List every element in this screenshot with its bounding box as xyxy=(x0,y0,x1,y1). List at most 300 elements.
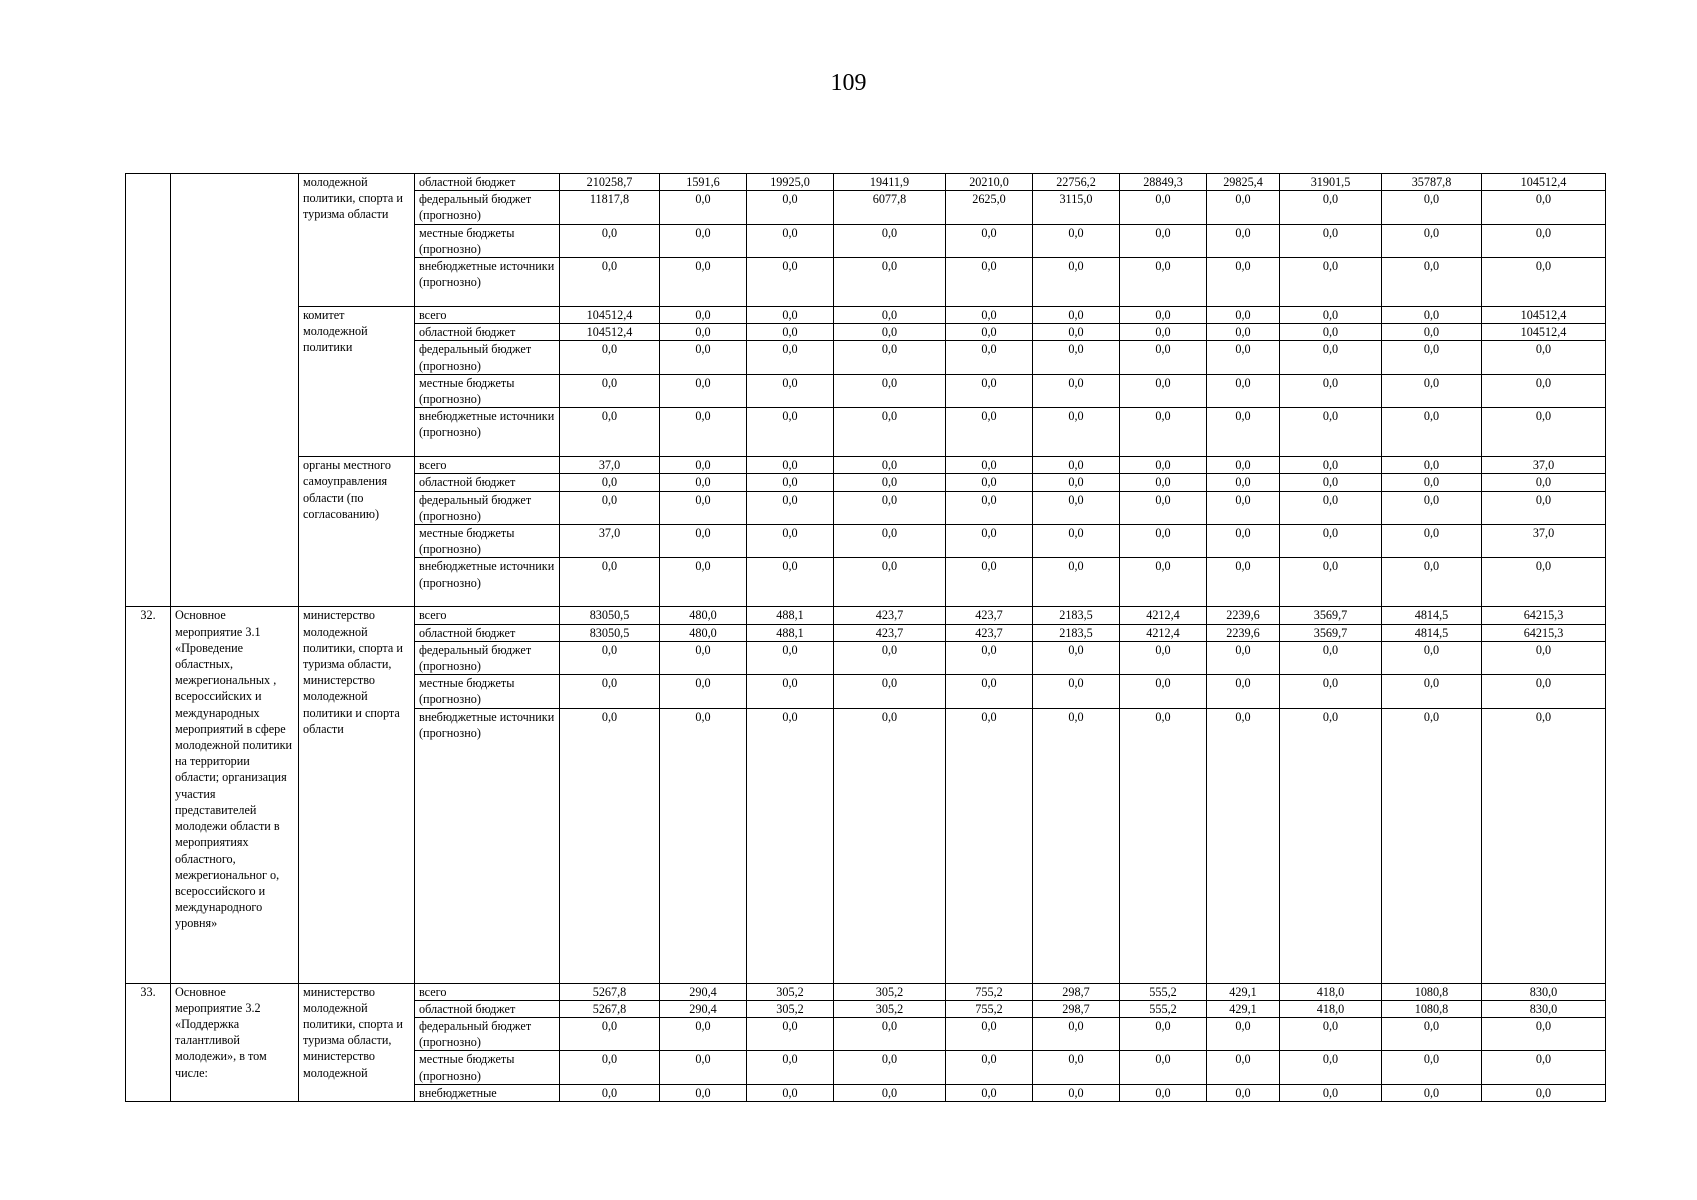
funding-source: федеральный бюджет (прогнозно) xyxy=(415,191,560,224)
value-year-7: 0,0 xyxy=(1207,1084,1280,1101)
value-total: 37,0 xyxy=(560,457,660,474)
table-row xyxy=(126,457,1606,474)
funding-source: федеральный бюджет (прогнозно) xyxy=(415,1018,560,1051)
value-year-7: 0,0 xyxy=(1207,224,1280,257)
value-year-10: 104512,4 xyxy=(1482,324,1606,341)
value-year-5: 22756,2 xyxy=(1033,174,1120,191)
value-year-2: 0,0 xyxy=(747,408,834,457)
value-year-9: 0,0 xyxy=(1382,374,1482,407)
value-year-10: 0,0 xyxy=(1482,558,1606,607)
value-year-3: 0,0 xyxy=(834,408,946,457)
value-total: 5267,8 xyxy=(560,983,660,1000)
value-year-9: 4814,5 xyxy=(1382,624,1482,641)
value-year-1: 480,0 xyxy=(660,607,747,624)
value-year-9: 0,0 xyxy=(1382,1084,1482,1101)
value-year-7: 429,1 xyxy=(1207,983,1280,1000)
value-year-9: 0,0 xyxy=(1382,491,1482,524)
funding-source: внебюджетные источники (прогнозно) xyxy=(415,408,560,457)
value-year-10: 0,0 xyxy=(1482,641,1606,674)
value-year-9: 0,0 xyxy=(1382,224,1482,257)
value-year-3: 6077,8 xyxy=(834,191,946,224)
value-total: 0,0 xyxy=(560,491,660,524)
value-year-5: 298,7 xyxy=(1033,1000,1120,1017)
value-year-3: 0,0 xyxy=(834,341,946,374)
value-year-5: 0,0 xyxy=(1033,641,1120,674)
value-year-4: 0,0 xyxy=(946,675,1033,708)
value-year-8: 0,0 xyxy=(1280,374,1382,407)
value-year-8: 0,0 xyxy=(1280,224,1382,257)
funding-source: областной бюджет xyxy=(415,474,560,491)
value-year-7: 0,0 xyxy=(1207,525,1280,558)
value-year-6: 28849,3 xyxy=(1120,174,1207,191)
value-year-8: 0,0 xyxy=(1280,525,1382,558)
value-year-1: 0,0 xyxy=(660,341,747,374)
value-total: 0,0 xyxy=(560,1018,660,1051)
value-year-2: 0,0 xyxy=(747,675,834,708)
value-year-1: 0,0 xyxy=(660,675,747,708)
value-total: 0,0 xyxy=(560,374,660,407)
value-year-2: 305,2 xyxy=(747,1000,834,1017)
value-year-10: 64215,3 xyxy=(1482,607,1606,624)
value-year-7: 0,0 xyxy=(1207,708,1280,983)
value-year-6: 0,0 xyxy=(1120,474,1207,491)
value-year-9: 0,0 xyxy=(1382,341,1482,374)
value-year-6: 0,0 xyxy=(1120,374,1207,407)
value-year-7: 0,0 xyxy=(1207,408,1280,457)
value-year-6: 0,0 xyxy=(1120,558,1207,607)
value-total: 104512,4 xyxy=(560,324,660,341)
value-year-9: 0,0 xyxy=(1382,641,1482,674)
value-total: 0,0 xyxy=(560,224,660,257)
value-year-1: 0,0 xyxy=(660,374,747,407)
value-year-10: 0,0 xyxy=(1482,191,1606,224)
value-year-3: 0,0 xyxy=(834,491,946,524)
value-year-3: 0,0 xyxy=(834,525,946,558)
funding-source: федеральный бюджет (прогнозно) xyxy=(415,341,560,374)
row-number: 32. xyxy=(126,607,171,983)
value-year-3: 305,2 xyxy=(834,1000,946,1017)
value-year-2: 0,0 xyxy=(747,1051,834,1084)
value-year-9: 0,0 xyxy=(1382,525,1482,558)
value-total: 0,0 xyxy=(560,675,660,708)
value-year-4: 0,0 xyxy=(946,374,1033,407)
value-year-8: 0,0 xyxy=(1280,1084,1382,1101)
value-total: 104512,4 xyxy=(560,307,660,324)
value-year-8: 0,0 xyxy=(1280,675,1382,708)
value-year-9: 0,0 xyxy=(1382,457,1482,474)
value-year-9: 0,0 xyxy=(1382,408,1482,457)
value-year-5: 3115,0 xyxy=(1033,191,1120,224)
value-year-1: 0,0 xyxy=(660,258,747,307)
funding-source: внебюджетные xyxy=(415,1084,560,1101)
value-year-5: 0,0 xyxy=(1033,525,1120,558)
event-name xyxy=(171,174,299,607)
value-year-6: 0,0 xyxy=(1120,1018,1207,1051)
value-year-7: 0,0 xyxy=(1207,1018,1280,1051)
value-year-3: 423,7 xyxy=(834,624,946,641)
value-year-6: 0,0 xyxy=(1120,1051,1207,1084)
value-total: 0,0 xyxy=(560,341,660,374)
value-total: 0,0 xyxy=(560,641,660,674)
value-year-4: 0,0 xyxy=(946,224,1033,257)
value-year-7: 0,0 xyxy=(1207,457,1280,474)
table-row xyxy=(126,983,1606,1000)
value-year-4: 0,0 xyxy=(946,491,1033,524)
value-year-4: 0,0 xyxy=(946,1051,1033,1084)
value-year-10: 0,0 xyxy=(1482,491,1606,524)
value-year-1: 0,0 xyxy=(660,1051,747,1084)
value-year-4: 0,0 xyxy=(946,1084,1033,1101)
value-year-5: 0,0 xyxy=(1033,1084,1120,1101)
value-year-2: 0,0 xyxy=(747,191,834,224)
value-year-8: 0,0 xyxy=(1280,457,1382,474)
page-number: 109 xyxy=(830,70,867,96)
value-year-6: 0,0 xyxy=(1120,408,1207,457)
value-total: 210258,7 xyxy=(560,174,660,191)
value-year-7: 429,1 xyxy=(1207,1000,1280,1017)
funding-source: внебюджетные источники (прогнозно) xyxy=(415,558,560,607)
value-year-4: 20210,0 xyxy=(946,174,1033,191)
funding-source: федеральный бюджет (прогнозно) xyxy=(415,641,560,674)
value-year-6: 555,2 xyxy=(1120,1000,1207,1017)
value-year-3: 305,2 xyxy=(834,983,946,1000)
value-year-2: 305,2 xyxy=(747,983,834,1000)
value-year-8: 0,0 xyxy=(1280,307,1382,324)
value-year-10: 0,0 xyxy=(1482,224,1606,257)
value-year-4: 0,0 xyxy=(946,525,1033,558)
value-year-7: 0,0 xyxy=(1207,374,1280,407)
value-year-3: 0,0 xyxy=(834,224,946,257)
value-year-10: 0,0 xyxy=(1482,708,1606,983)
value-year-2: 488,1 xyxy=(747,607,834,624)
funding-source: внебюджетные источники (прогнозно) xyxy=(415,708,560,983)
value-year-6: 0,0 xyxy=(1120,341,1207,374)
value-year-2: 0,0 xyxy=(747,224,834,257)
value-year-1: 0,0 xyxy=(660,491,747,524)
value-year-8: 0,0 xyxy=(1280,408,1382,457)
value-year-2: 488,1 xyxy=(747,624,834,641)
value-year-3: 0,0 xyxy=(834,641,946,674)
table-row xyxy=(126,174,1606,191)
value-year-7: 0,0 xyxy=(1207,491,1280,524)
value-year-6: 0,0 xyxy=(1120,708,1207,983)
value-year-7: 0,0 xyxy=(1207,558,1280,607)
value-year-1: 0,0 xyxy=(660,224,747,257)
value-year-6: 4212,4 xyxy=(1120,624,1207,641)
value-year-5: 0,0 xyxy=(1033,474,1120,491)
value-year-9: 1080,8 xyxy=(1382,983,1482,1000)
value-year-1: 0,0 xyxy=(660,457,747,474)
value-year-1: 480,0 xyxy=(660,624,747,641)
value-year-1: 0,0 xyxy=(660,191,747,224)
value-year-1: 0,0 xyxy=(660,1084,747,1101)
value-year-1: 0,0 xyxy=(660,708,747,983)
value-year-6: 0,0 xyxy=(1120,324,1207,341)
value-year-9: 0,0 xyxy=(1382,258,1482,307)
value-year-3: 0,0 xyxy=(834,457,946,474)
value-year-4: 423,7 xyxy=(946,624,1033,641)
value-year-7: 0,0 xyxy=(1207,258,1280,307)
value-year-10: 830,0 xyxy=(1482,1000,1606,1017)
value-year-5: 0,0 xyxy=(1033,341,1120,374)
value-total: 11817,8 xyxy=(560,191,660,224)
value-total: 0,0 xyxy=(560,558,660,607)
value-year-8: 31901,5 xyxy=(1280,174,1382,191)
value-year-9: 1080,8 xyxy=(1382,1000,1482,1017)
value-year-5: 2183,5 xyxy=(1033,607,1120,624)
value-year-7: 0,0 xyxy=(1207,474,1280,491)
value-year-7: 0,0 xyxy=(1207,641,1280,674)
value-year-1: 290,4 xyxy=(660,983,747,1000)
value-total: 0,0 xyxy=(560,1051,660,1084)
value-total: 0,0 xyxy=(560,1084,660,1101)
value-year-9: 0,0 xyxy=(1382,191,1482,224)
value-year-4: 0,0 xyxy=(946,408,1033,457)
executor-name: министерство молодежной политики, спорта и туризма области, министерство молодежной политики и спорта области xyxy=(299,607,415,983)
value-year-1: 0,0 xyxy=(660,307,747,324)
value-year-6: 0,0 xyxy=(1120,191,1207,224)
row-number: 33. xyxy=(126,983,171,1101)
value-year-4: 0,0 xyxy=(946,474,1033,491)
value-year-10: 64215,3 xyxy=(1482,624,1606,641)
value-year-2: 0,0 xyxy=(747,258,834,307)
value-year-5: 0,0 xyxy=(1033,1051,1120,1084)
value-year-3: 0,0 xyxy=(834,324,946,341)
value-year-1: 0,0 xyxy=(660,1018,747,1051)
value-year-8: 0,0 xyxy=(1280,1018,1382,1051)
value-year-2: 0,0 xyxy=(747,491,834,524)
value-year-4: 0,0 xyxy=(946,558,1033,607)
value-year-10: 0,0 xyxy=(1482,374,1606,407)
value-total: 5267,8 xyxy=(560,1000,660,1017)
value-total: 0,0 xyxy=(560,258,660,307)
funding-source: федеральный бюджет (прогнозно) xyxy=(415,491,560,524)
funding-source: местные бюджеты (прогнозно) xyxy=(415,224,560,257)
budget-table xyxy=(125,173,1606,1102)
value-year-9: 0,0 xyxy=(1382,708,1482,983)
value-year-2: 0,0 xyxy=(747,324,834,341)
value-year-2: 0,0 xyxy=(747,307,834,324)
value-year-8: 0,0 xyxy=(1280,258,1382,307)
value-year-2: 0,0 xyxy=(747,474,834,491)
value-year-10: 0,0 xyxy=(1482,1018,1606,1051)
value-year-10: 0,0 xyxy=(1482,408,1606,457)
value-year-6: 0,0 xyxy=(1120,1084,1207,1101)
value-year-9: 0,0 xyxy=(1382,675,1482,708)
event-name: Основное мероприятие 3.1 «Проведение областных, межрегиональных , всероссийских и международных мероприятий в сфере молодежной политики на территории области; организация участия представителей молодежи области в мероприятиях областного, межрегиональног о, всероссийского и международного уровня» xyxy=(171,607,299,983)
value-year-9: 0,0 xyxy=(1382,307,1482,324)
value-year-4: 0,0 xyxy=(946,341,1033,374)
value-year-6: 4212,4 xyxy=(1120,607,1207,624)
value-year-3: 423,7 xyxy=(834,607,946,624)
value-year-2: 0,0 xyxy=(747,558,834,607)
value-year-2: 0,0 xyxy=(747,525,834,558)
executor-name: молодежной политики, спорта и туризма области xyxy=(299,174,415,307)
value-year-5: 0,0 xyxy=(1033,307,1120,324)
value-total: 0,0 xyxy=(560,708,660,983)
value-year-6: 0,0 xyxy=(1120,641,1207,674)
table-row xyxy=(126,607,1606,624)
value-year-3: 0,0 xyxy=(834,1051,946,1084)
value-year-3: 0,0 xyxy=(834,708,946,983)
value-year-8: 0,0 xyxy=(1280,191,1382,224)
value-year-4: 755,2 xyxy=(946,1000,1033,1017)
value-year-1: 1591,6 xyxy=(660,174,747,191)
value-year-8: 0,0 xyxy=(1280,491,1382,524)
funding-source: местные бюджеты (прогнозно) xyxy=(415,374,560,407)
value-total: 37,0 xyxy=(560,525,660,558)
value-year-10: 0,0 xyxy=(1482,341,1606,374)
value-year-3: 0,0 xyxy=(834,675,946,708)
value-year-9: 35787,8 xyxy=(1382,174,1482,191)
value-year-4: 0,0 xyxy=(946,708,1033,983)
value-year-6: 0,0 xyxy=(1120,258,1207,307)
value-year-5: 0,0 xyxy=(1033,324,1120,341)
value-year-10: 0,0 xyxy=(1482,258,1606,307)
value-year-5: 0,0 xyxy=(1033,224,1120,257)
value-year-10: 0,0 xyxy=(1482,675,1606,708)
value-year-8: 418,0 xyxy=(1280,983,1382,1000)
value-year-5: 298,7 xyxy=(1033,983,1120,1000)
value-year-4: 0,0 xyxy=(946,641,1033,674)
value-year-8: 0,0 xyxy=(1280,1051,1382,1084)
value-year-1: 0,0 xyxy=(660,474,747,491)
value-year-4: 2625,0 xyxy=(946,191,1033,224)
value-year-6: 0,0 xyxy=(1120,224,1207,257)
value-year-7: 0,0 xyxy=(1207,341,1280,374)
value-year-7: 0,0 xyxy=(1207,1051,1280,1084)
value-year-3: 0,0 xyxy=(834,374,946,407)
value-year-1: 0,0 xyxy=(660,641,747,674)
value-year-3: 19411,9 xyxy=(834,174,946,191)
value-year-8: 0,0 xyxy=(1280,474,1382,491)
value-year-9: 4814,5 xyxy=(1382,607,1482,624)
value-year-10: 104512,4 xyxy=(1482,307,1606,324)
value-year-4: 0,0 xyxy=(946,1018,1033,1051)
value-year-8: 0,0 xyxy=(1280,708,1382,983)
value-year-5: 0,0 xyxy=(1033,558,1120,607)
value-year-7: 0,0 xyxy=(1207,675,1280,708)
value-year-5: 0,0 xyxy=(1033,258,1120,307)
value-year-10: 37,0 xyxy=(1482,457,1606,474)
value-year-1: 0,0 xyxy=(660,408,747,457)
value-year-3: 0,0 xyxy=(834,474,946,491)
funding-source: всего xyxy=(415,307,560,324)
value-year-5: 0,0 xyxy=(1033,1018,1120,1051)
value-year-5: 0,0 xyxy=(1033,708,1120,983)
value-year-3: 0,0 xyxy=(834,1018,946,1051)
value-year-10: 37,0 xyxy=(1482,525,1606,558)
funding-source: местные бюджеты (прогнозно) xyxy=(415,1051,560,1084)
value-year-4: 423,7 xyxy=(946,607,1033,624)
value-year-5: 0,0 xyxy=(1033,408,1120,457)
value-year-1: 0,0 xyxy=(660,558,747,607)
value-year-9: 0,0 xyxy=(1382,324,1482,341)
value-year-6: 0,0 xyxy=(1120,307,1207,324)
table-body xyxy=(126,174,1606,1102)
value-year-5: 0,0 xyxy=(1033,491,1120,524)
funding-source: всего xyxy=(415,983,560,1000)
value-year-7: 0,0 xyxy=(1207,307,1280,324)
value-year-6: 0,0 xyxy=(1120,457,1207,474)
value-year-10: 830,0 xyxy=(1482,983,1606,1000)
value-year-10: 0,0 xyxy=(1482,474,1606,491)
event-name: Основное мероприятие 3.2 «Поддержка талантливой молодежи», в том числе: xyxy=(171,983,299,1101)
value-year-8: 0,0 xyxy=(1280,641,1382,674)
value-year-2: 0,0 xyxy=(747,457,834,474)
value-year-2: 0,0 xyxy=(747,1018,834,1051)
funding-source: всего xyxy=(415,607,560,624)
value-year-9: 0,0 xyxy=(1382,1018,1482,1051)
value-year-1: 0,0 xyxy=(660,525,747,558)
value-year-2: 0,0 xyxy=(747,341,834,374)
value-year-5: 2183,5 xyxy=(1033,624,1120,641)
value-year-4: 0,0 xyxy=(946,258,1033,307)
value-year-4: 0,0 xyxy=(946,457,1033,474)
value-total: 0,0 xyxy=(560,474,660,491)
value-year-4: 0,0 xyxy=(946,307,1033,324)
value-year-6: 0,0 xyxy=(1120,525,1207,558)
value-total: 0,0 xyxy=(560,408,660,457)
value-year-8: 3569,7 xyxy=(1280,607,1382,624)
value-year-2: 0,0 xyxy=(747,708,834,983)
value-year-9: 0,0 xyxy=(1382,474,1482,491)
funding-source: областной бюджет xyxy=(415,324,560,341)
value-year-3: 0,0 xyxy=(834,558,946,607)
row-number xyxy=(126,174,171,607)
value-year-10: 0,0 xyxy=(1482,1051,1606,1084)
value-year-4: 0,0 xyxy=(946,324,1033,341)
funding-source: областной бюджет xyxy=(415,624,560,641)
value-year-1: 0,0 xyxy=(660,324,747,341)
value-year-8: 0,0 xyxy=(1280,341,1382,374)
funding-source: внебюджетные источники (прогнозно) xyxy=(415,258,560,307)
value-year-9: 0,0 xyxy=(1382,1051,1482,1084)
value-year-4: 755,2 xyxy=(946,983,1033,1000)
funding-source: областной бюджет xyxy=(415,174,560,191)
value-total: 83050,5 xyxy=(560,607,660,624)
executor-name: органы местного самоуправления области (по согласованию) xyxy=(299,457,415,607)
value-year-5: 0,0 xyxy=(1033,374,1120,407)
value-year-5: 0,0 xyxy=(1033,675,1120,708)
funding-source: местные бюджеты (прогнозно) xyxy=(415,525,560,558)
value-year-2: 0,0 xyxy=(747,1084,834,1101)
value-year-7: 0,0 xyxy=(1207,191,1280,224)
value-year-7: 2239,6 xyxy=(1207,624,1280,641)
value-year-6: 0,0 xyxy=(1120,491,1207,524)
value-year-6: 555,2 xyxy=(1120,983,1207,1000)
value-year-8: 418,0 xyxy=(1280,1000,1382,1017)
value-year-2: 0,0 xyxy=(747,374,834,407)
value-year-3: 0,0 xyxy=(834,1084,946,1101)
funding-source: местные бюджеты (прогнозно) xyxy=(415,675,560,708)
value-year-3: 0,0 xyxy=(834,307,946,324)
value-year-10: 0,0 xyxy=(1482,1084,1606,1101)
value-total: 83050,5 xyxy=(560,624,660,641)
value-year-9: 0,0 xyxy=(1382,558,1482,607)
value-year-1: 290,4 xyxy=(660,1000,747,1017)
table-row xyxy=(126,307,1606,324)
value-year-8: 3569,7 xyxy=(1280,624,1382,641)
value-year-7: 29825,4 xyxy=(1207,174,1280,191)
value-year-6: 0,0 xyxy=(1120,675,1207,708)
value-year-8: 0,0 xyxy=(1280,558,1382,607)
value-year-2: 0,0 xyxy=(747,641,834,674)
value-year-7: 2239,6 xyxy=(1207,607,1280,624)
value-year-2: 19925,0 xyxy=(747,174,834,191)
executor-name: министерство молодежной политики, спорта и туризма области, министерство молодежной xyxy=(299,983,415,1101)
value-year-7: 0,0 xyxy=(1207,324,1280,341)
